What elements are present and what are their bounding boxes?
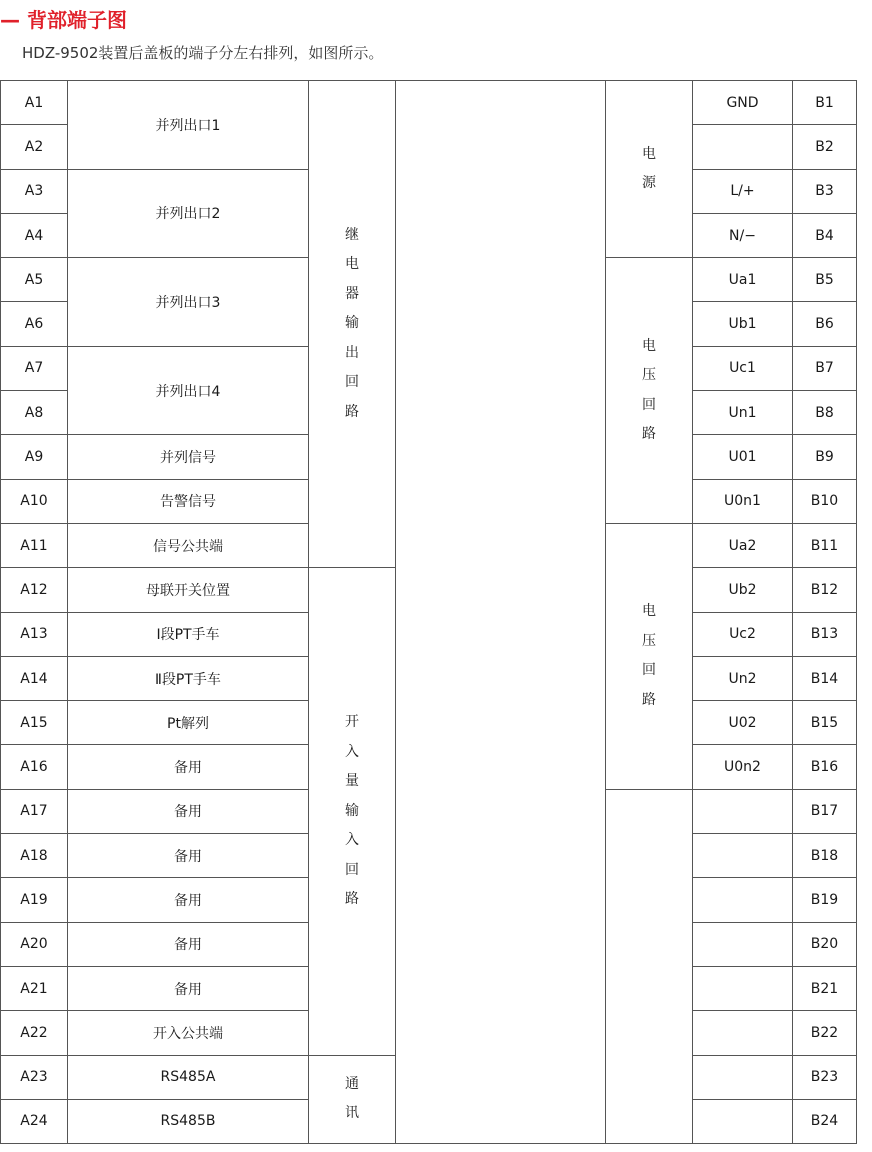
terminal-function: 母联开关位置 [68, 568, 309, 612]
group-label-voltage-1: 电 压 回 路 [606, 258, 693, 524]
terminal-label-b: B14 [793, 656, 857, 700]
terminal-signal [693, 1099, 793, 1143]
terminal-signal: Uc1 [693, 346, 793, 390]
terminal-label-b: B8 [793, 391, 857, 435]
group-label-communication: 通 讯 [309, 1055, 396, 1144]
terminal-function: Pt解列 [68, 701, 309, 745]
terminal-label-a: A20 [1, 922, 68, 966]
terminal-signal: GND [693, 81, 793, 125]
terminal-signal: U0n2 [693, 745, 793, 789]
terminal-signal [693, 789, 793, 833]
terminal-label-a: A8 [1, 391, 68, 435]
terminal-label-b: B5 [793, 258, 857, 302]
terminal-label-b: B3 [793, 169, 857, 213]
terminal-label-b: B1 [793, 81, 857, 125]
terminal-label-b: B4 [793, 213, 857, 257]
terminal-label-a: A7 [1, 346, 68, 390]
terminal-label-b: B2 [793, 125, 857, 169]
terminal-label-b: B21 [793, 966, 857, 1010]
terminal-label-b: B19 [793, 878, 857, 922]
terminal-label-b: B7 [793, 346, 857, 390]
terminal-function: 开入公共端 [68, 1011, 309, 1055]
terminal-label-a: A6 [1, 302, 68, 346]
terminal-function: RS485B [68, 1099, 309, 1143]
terminal-label-b: B20 [793, 922, 857, 966]
terminal-label-b: B6 [793, 302, 857, 346]
terminal-function: 备用 [68, 834, 309, 878]
terminal-label-a: A5 [1, 258, 68, 302]
terminal-label-a: A22 [1, 1011, 68, 1055]
terminal-function: 备用 [68, 922, 309, 966]
terminal-label-a: A9 [1, 435, 68, 479]
terminal-label-a: A4 [1, 213, 68, 257]
terminal-function: RS485A [68, 1055, 309, 1099]
group-label-voltage-2: 电 压 回 路 [606, 523, 693, 789]
terminal-function: 并列出口2 [68, 169, 309, 258]
terminal-function: 备用 [68, 966, 309, 1010]
terminal-label-b: B18 [793, 834, 857, 878]
terminal-signal: Ub1 [693, 302, 793, 346]
terminal-function: 备用 [68, 745, 309, 789]
group-label-input: 开 入 量 输 入 回 路 [309, 568, 396, 1055]
terminal-signal: Un2 [693, 656, 793, 700]
terminal-label-a: A12 [1, 568, 68, 612]
terminal-label-a: A17 [1, 789, 68, 833]
terminal-label-a: A21 [1, 966, 68, 1010]
terminal-label-b: B11 [793, 523, 857, 567]
terminal-label-a: A15 [1, 701, 68, 745]
terminal-label-a: A1 [1, 81, 68, 125]
terminal-signal [693, 966, 793, 1010]
terminal-signal: Uc2 [693, 612, 793, 656]
terminal-signal: Ua2 [693, 523, 793, 567]
terminal-label-b: B22 [793, 1011, 857, 1055]
terminal-label-b: B15 [793, 701, 857, 745]
terminal-label-a: A3 [1, 169, 68, 213]
terminal-function: 备用 [68, 878, 309, 922]
terminal-signal [693, 834, 793, 878]
section-subtitle: HDZ-9502装置后盖板的端子分左右排列，如图所示。 [22, 44, 384, 62]
terminal-table [0, 80, 857, 1144]
section-title: — 背部端子图 [0, 8, 127, 32]
terminal-function: 并列出口1 [68, 81, 309, 170]
terminal-signal [693, 125, 793, 169]
terminal-signal [693, 1055, 793, 1099]
terminal-signal: Ub2 [693, 568, 793, 612]
terminal-label-b: B16 [793, 745, 857, 789]
terminal-label-b: B13 [793, 612, 857, 656]
terminal-signal: L/+ [693, 169, 793, 213]
group-label-relay-output: 继 电 器 输 出 回 路 [309, 81, 396, 568]
terminal-signal [693, 878, 793, 922]
terminal-label-a: A19 [1, 878, 68, 922]
terminal-label-b: B23 [793, 1055, 857, 1099]
terminal-label-a: A13 [1, 612, 68, 656]
terminal-label-b: B10 [793, 479, 857, 523]
terminal-label-b: B24 [793, 1099, 857, 1143]
terminal-signal: U0n1 [693, 479, 793, 523]
terminal-label-a: A11 [1, 523, 68, 567]
terminal-signal: U02 [693, 701, 793, 745]
terminal-function: 并列信号 [68, 435, 309, 479]
terminal-function: Ⅰ段PT手车 [68, 612, 309, 656]
terminal-function: 并列出口4 [68, 346, 309, 435]
terminal-label-a: A24 [1, 1099, 68, 1143]
terminal-label-a: A10 [1, 479, 68, 523]
terminal-function: 并列出口3 [68, 258, 309, 347]
terminal-label-b: B12 [793, 568, 857, 612]
terminal-function: Ⅱ段PT手车 [68, 656, 309, 700]
group-label-power: 电 源 [606, 81, 693, 258]
empty-group-cell [606, 789, 693, 1143]
terminal-function: 备用 [68, 789, 309, 833]
terminal-label-a: A23 [1, 1055, 68, 1099]
terminal-signal [693, 922, 793, 966]
table-spacer-column [396, 81, 606, 1144]
terminal-signal: N/− [693, 213, 793, 257]
terminal-label-a: A16 [1, 745, 68, 789]
terminal-label-b: B17 [793, 789, 857, 833]
table-row [1, 81, 857, 125]
terminal-signal: Ua1 [693, 258, 793, 302]
terminal-label-b: B9 [793, 435, 857, 479]
terminal-label-a: A2 [1, 125, 68, 169]
terminal-signal: Un1 [693, 391, 793, 435]
terminal-signal [693, 1011, 793, 1055]
terminal-function: 告警信号 [68, 479, 309, 523]
terminal-label-a: A18 [1, 834, 68, 878]
terminal-function: 信号公共端 [68, 523, 309, 567]
terminal-signal: U01 [693, 435, 793, 479]
terminal-label-a: A14 [1, 656, 68, 700]
